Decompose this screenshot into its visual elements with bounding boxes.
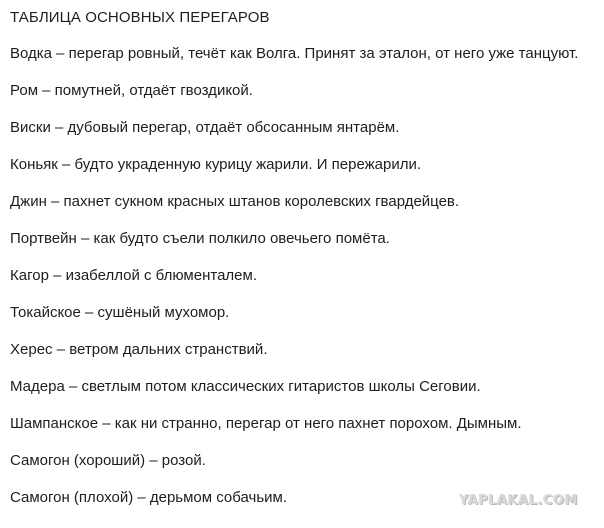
entry-sherry: Херес – ветром дальних странствий. xyxy=(10,341,268,358)
entry-champagne: Шампанское – как ни странно, перегар от него пахнет порохом. Дымным. xyxy=(10,415,522,432)
entry-whisky: Виски – дубовый перегар, отдаёт обсосанным янтарём. xyxy=(10,119,400,136)
entry-samogon-good: Самогон (хороший) – розой. xyxy=(10,452,206,469)
entry-vodka: Водка – перегар ровный, течёт как Волга. Принят за эталон, от него уже танцуют. xyxy=(10,45,579,62)
entry-cognac: Коньяк – будто украденную курицу жарили. И пережарили. xyxy=(10,156,422,173)
entry-gin: Джин – пахнет сукном красных штанов королевских гвардейцев. xyxy=(10,193,460,210)
entry-tokaji: Токайское – сушёный мухомор. xyxy=(10,304,230,321)
entry-kagor: Кагор – изабеллой с блюменталем. xyxy=(10,267,257,284)
entry-rum: Ром – помутней, отдаёт гвоздикой. xyxy=(10,82,253,99)
document-title: ТАБЛИЦА ОСНОВНЫХ ПЕРЕГАРОВ xyxy=(10,9,270,26)
entry-madeira: Мадера – светлым потом классических гитаристов школы Сеговии. xyxy=(10,378,481,395)
watermark-logo: YAPLAKAL.COM xyxy=(459,493,578,508)
entry-port: Портвейн – как будто съели полкило овечьего помёта. xyxy=(10,230,390,247)
entry-samogon-bad: Самогон (плохой) – дерьмом собачьим. xyxy=(10,489,288,506)
